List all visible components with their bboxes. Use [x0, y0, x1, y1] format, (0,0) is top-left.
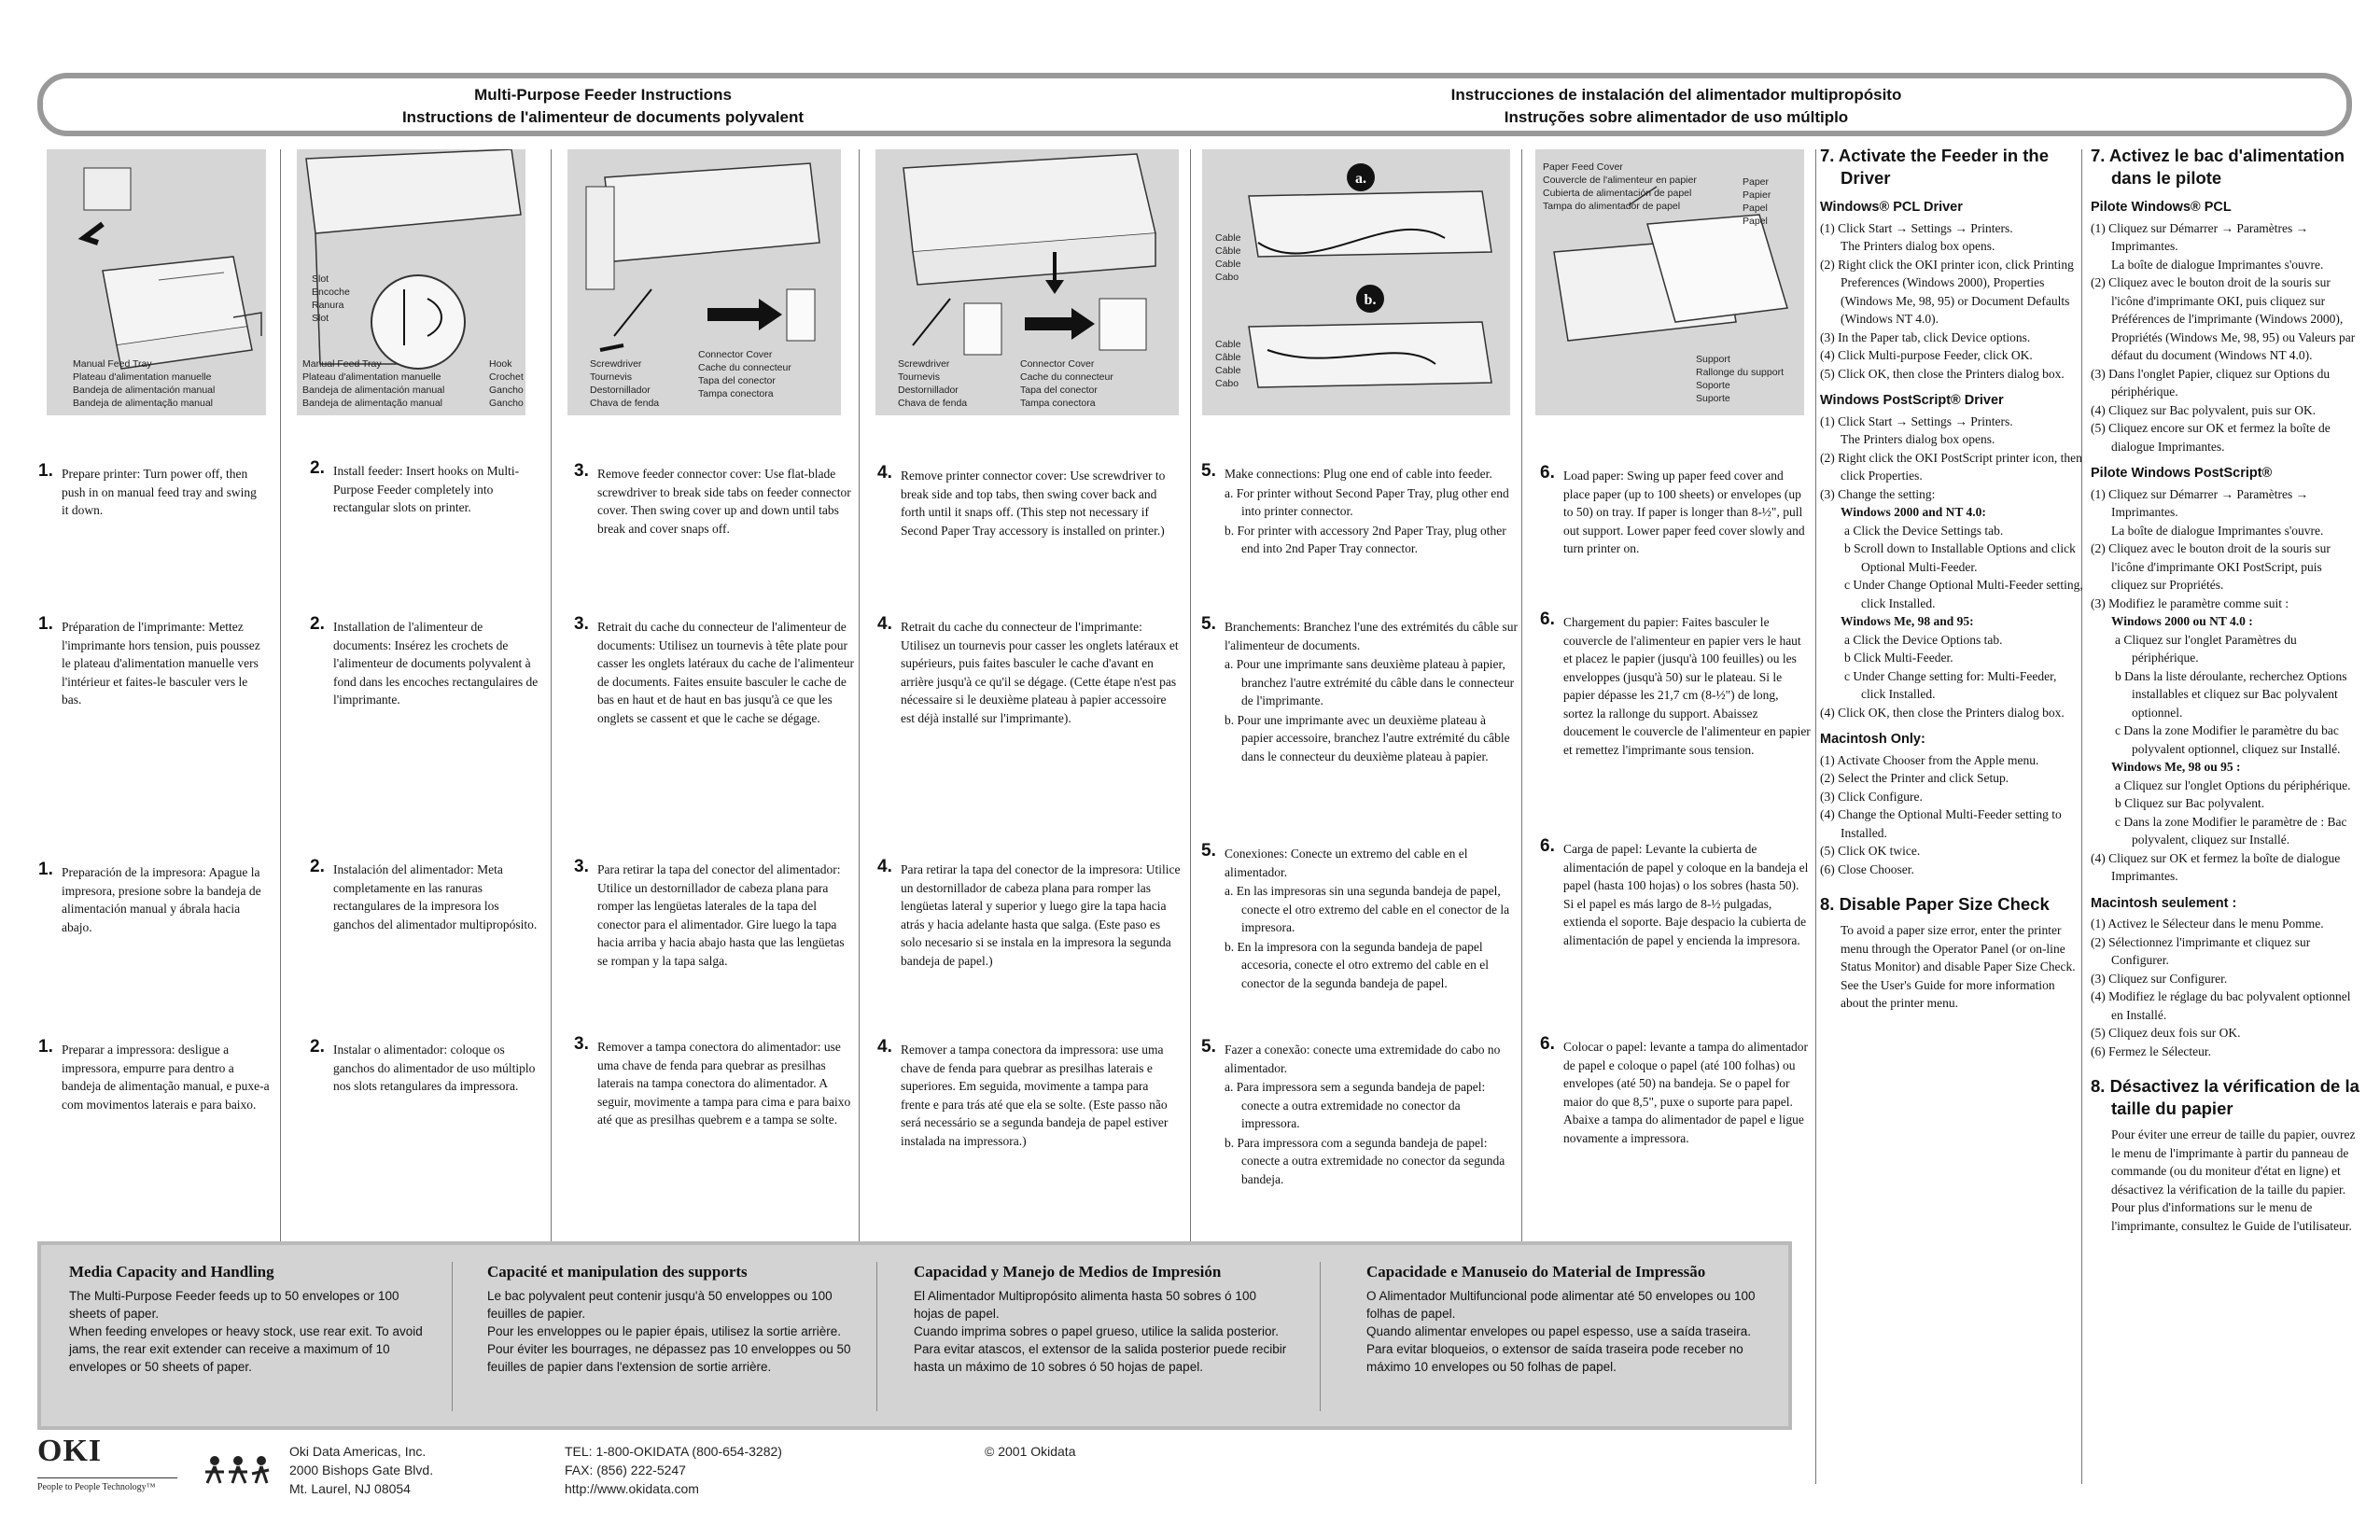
- step-6-en: 6. Load paper: Swing up paper feed cover and place paper (up to 100 sheets) or envelopes (up to 50) on tray. If paper is longer than 8-½", pull out support. Lower paper feed cover slowly and turn printer on.: [1540, 463, 1805, 555]
- heading-pilote-ps: Pilote Windows PostScript®: [2091, 466, 2273, 481]
- oki-logo: OKI: [37, 1434, 103, 1468]
- step-3-en: 3. Remove feeder connector cover: Use flat-blade screwdriver to break side tabs on feeder connector cover. Then swing cover up and down until tabs break and cover snaps off.: [574, 461, 851, 536]
- media-es: Capacidad y Manejo de Medios de Impresión El Alimentador Multipropósito alimenta hasta 50 sobres ó 100 hojas de papel. Cuando imprima sobres o papel grueso, utilice la salida posterior. Para evitar atascos, el extensor de la salida posterior puede recibir hasta un máximo de 10 sobres ó 50 hojas de papel.: [914, 1263, 1287, 1374]
- heading-macintosh: Macintosh Only:: [1820, 732, 1925, 747]
- step-5-pt: 5. Fazer a conexão: conecte uma extremidade do cabo no alimentador. a. Para impressora sem a segunda bandeja de papel: conecte a outra extremidade no conector da impressora. b. Para impressora com a segunda bandeja de papel: conecte a outra extremidade no conector da segunda bandeja.: [1201, 1037, 1505, 1186]
- label-slot: Slot Encoche Ranura Slot: [312, 273, 350, 324]
- heading-disable-paper-size: 8. Disable Paper Size Check: [1820, 894, 2050, 914]
- step-6-es: 6. Carga de papel: Levante la cubierta de alimentación de papel y coloque en la bandeja el papel (hasta 100 hojas) o los sobres (hasta 50). Si el papel es más largo de 8-½ pulgadas, extienda el soporte. Baje despacio la cubierta de alimentación de papel y encienda la impresora.: [1540, 836, 1809, 947]
- illustration-step1: [47, 149, 266, 415]
- footer: [37, 1434, 1792, 1517]
- illustration-step2: [297, 149, 525, 415]
- step-5-es: 5. Conexiones: Conecte un extremo del cable en el alimentador. a. En las impresoras sin una segunda bandeja de papel, conecte el otro extremo del cable en el conector de la impresora. b. En la impresora con la segunda bandeja de papel accesoria, conecte el otro extremo del cable en el conector de la segunda bandeja de papel.: [1201, 841, 1510, 990]
- copyright: © 2001 Okidata: [985, 1444, 1076, 1459]
- step-4-en: 4. Remove printer connector cover: Use screwdriver to break side and top tabs, then swing cover back and forth until it snaps off. (This step not necessary if Second Paper Tray accessory is installed on printer.): [877, 463, 1166, 538]
- column-divider: [859, 149, 860, 1241]
- step-3-fr: 3. Retrait du cache du connecteur de l'alimenteur de documents: Utilisez un tournevis à tête plate pour casser les onglets latéraux du cache de l'alimenteur de documents. Faites ensuite basculer le cache de bas en haut et de haut en bas jusqu'à ce que les onglets se cassent et que le cache se dégage.: [574, 614, 854, 725]
- media-capacity-box: [37, 1241, 1792, 1430]
- step-3-pt: 3. Remover a tampa conectora do alimentador: use uma chave de fenda para quebrar as presilhas laterais na tampa conectora do alimentador. A seguir, movimente a tampa para cima e para baixo até que as presilhas quebrem e a tampa se solte.: [574, 1034, 851, 1127]
- company-address: Oki Data Americas, Inc. 2000 Bishops Gate Blvd. Mt. Laurel, NJ 08054: [289, 1444, 434, 1496]
- label-cable-a: Cable Câble Cable Cabo: [1215, 232, 1241, 283]
- oki-tagline: People to People Technology™: [37, 1477, 177, 1497]
- label-hook: Hook Crochet Gancho Gancho: [489, 358, 524, 409]
- step-1-en: 1. Prepare printer: Turn power off, then push in on manual feed tray and swing it down.: [38, 461, 257, 517]
- media-divider: [876, 1262, 877, 1411]
- people-icon: [201, 1451, 275, 1498]
- step-2-pt: 2. Instalar o alimentador: coloque os ganchos do alimentador de uso múltiplo nos slots retangulares da impressora.: [310, 1037, 536, 1093]
- heading-activate-feeder: 7. Activate the Feeder in the Driver: [1820, 146, 2050, 188]
- label-cable-b: Cable Câble Cable Cabo: [1215, 339, 1241, 389]
- badge-a-label: a.: [1355, 171, 1366, 187]
- title-portuguese: Instruções sobre alimentador de uso múltiplo: [1504, 108, 1849, 126]
- label-manual-feed-tray-2: Manual Feed Tray Plateau d'alimentation manuelle Bandeja de alimentación manual Bandeja de alimentação manual: [302, 358, 445, 409]
- step-6-fr: 6. Chargement du papier: Faites basculer le couvercle de l'alimenteur en papier vers le haut et placez le papier (jusqu'à 100 feuilles) ou les enveloppes (jusqu'à 50) sur le plateau. Si le papier dépasse les 21,7 cm (8-½") de long, sortez la rallonge du support. Abaissez doucement le couvercle de l'alimenteur en papier et remettez l'imprimante sous tension.: [1540, 609, 1811, 757]
- step-5-fr: 5. Branchements: Branchez l'une des extrémités du câble sur l'alimenteur de documents. a. Pour une imprimante sans deuxième plateau à papier, branchez l'autre extrémité du câble dans le connecteur de l'imprimante. b. Pour une imprimante avec un deuxième plateau à papier accessoire, branchez l'autre extrémité du câble dans le connecteur du deuxième plateau à papier.: [1201, 614, 1518, 763]
- media-pt: Capacidade e Manuseio do Material de Impressão O Alimentador Multifuncional pode alimentar até 50 envelopes ou 100 folhas de papel. Quando alimentar envelopes ou papel espesso, use a saída traseira. Para evitar bloqueios, o extensor de saída traseira pode receber no máximo 10 envelopes ou 50 folhas de papel.: [1366, 1263, 1756, 1374]
- heading-macintosh-fr: Macintosh seulement :: [2091, 895, 2237, 911]
- label-connector-cover-2: Connector Cover Cache du connecteur Tapa del conector Tampa conectora: [1020, 358, 1113, 409]
- label-paper: Paper Papier Papel Papel: [1743, 176, 1771, 227]
- title-bar: [37, 73, 2352, 136]
- step-4-es: 4. Para retirar la tapa del conector de la impresora: Utilice un destornillador de cabeza plana para romper las lengüetas lateral y superior y luego gire la tapa hacia atrás y hacia adelante hasta que salga. (Este paso es solo necesario si se instala en la impresora la segunda bandeja de papel.): [877, 857, 1181, 968]
- heading-pcl-driver: Windows® PCL Driver: [1820, 200, 1963, 215]
- cable-illustration-5: [1202, 149, 1510, 415]
- step-6-pt: 6. Colocar o papel: levante a tampa do alimentador de papel e coloque o papel (até 100 folhas) ou envelopes (até 50) na bandeja. Se o papel for maior do que 8,5", puxe o suporte para papel. Abaixe a tampa do alimentador de papel e ligue novamente a impressora.: [1540, 1034, 1809, 1145]
- label-manual-feed-tray: Manual Feed Tray Plateau d'alimentation manuelle Bandeja de alimentación manual Bandeja de alimentação manual: [73, 358, 216, 409]
- company-contact: TEL: 1-800-OKIDATA (800-654-3282) FAX: (856) 222-5247 http://www.okidata.com: [565, 1444, 782, 1496]
- column-divider: [551, 149, 552, 1241]
- column-divider: [1190, 149, 1191, 1241]
- step-1-es: 1. Preparación de la impresora: Apague la impresora, presione sobre la bandeja de alimentación manual y ábrala hacia abajo.: [38, 860, 261, 934]
- title-english: Multi-Purpose Feeder Instructions: [474, 86, 732, 104]
- heading-activez-bac: 7. Activez le bac d'alimentation dans le pilote: [2091, 146, 2345, 188]
- label-paper-feed-cover: Paper Feed Cover Couvercle de l'alimenteur en papier Cubierta de alimentación de papel Tampa do alimentador de papel: [1543, 161, 1697, 212]
- illustration-step4: [875, 149, 1179, 415]
- step-1-fr: 1. Préparation de l'imprimante: Mettez l'imprimante hors tension, puis poussez le plateau d'alimentation manuelle vers l'intérieur et faites-le basculer vers le bas.: [38, 614, 260, 707]
- step-2-fr: 2. Installation de l'alimenteur de documents: Insérez les crochets de l'alimenteur de documents polyvalent à fond dans les encoches rectangulaires de l'imprimante.: [310, 614, 539, 707]
- illustration-step5: [1202, 149, 1510, 415]
- step-4-fr: 4. Retrait du cache du connecteur de l'imprimante: Utilisez un tournevis pour casser les onglets latéraux et supérieurs, puis faites basculer le cache d'avant en arrière jusqu'à ce qu'il se dégage. (Cette étape n'est pas nécessaire si le deuxième plateau à papier accessoire est déjà installé sur l'imprimante).: [877, 614, 1179, 725]
- label-screwdriver: Screwdriver Tournevis Destornillador Chava de fenda: [590, 358, 660, 409]
- title-french: Instructions de l'alimenteur de documents polyvalent: [401, 108, 805, 126]
- driver-instructions-en: 7. Activate the Feeder in the Driver Windows® PCL Driver (1) Click Start → Settings → Printers. The Printers dialog box opens. (2) Right click the OKI printer icon, click Printing Preferences (Windows 2000), Properties (Windows Me, 98, 95) or Document Defaults (Windows NT 4.0). (3) In the Paper tab, click Device options. (4) Click Multi-purpose Feeder, click OK. (5) Click OK, then close the Printers dialog box. Windows PostScript® Driver (1) Click Start → Settings → Printers. The Printers dialog box opens. (2) Right click the OKI PostScript printer icon, then click Properties. (3) Change the setting: Windows 2000 and NT 4.0: a Click the Device Settings tab. b Scroll down to Installable Options and click Optional Multi-Feeder. c Under Change Optional Multi-Feeder setting, click Installed. Windows Me, 98 and 95: a Click the Device Options tab. b Click Multi-Feeder. c Under Change setting for: Multi-Feeder, click Installed. (4) Click OK, then close the Printers dialog box. Macintosh Only: (1) Activate Chooser from the Apple menu. (2) Select the Printer and click Setup. (3) Click Configure. (4) Change the Optional Multi-Feeder setting to Installed. (5) Click OK twice. (6) Close Chooser. 8. Disable Paper Size Check To avoid a paper size error, enter the printer menu through the Operator Panel (or on-line Status Monitor) and disable Paper Size Check. See the User's Guide for more information about the printer menu.: [1820, 146, 2083, 1010]
- media-divider: [1320, 1262, 1321, 1411]
- media-fr: Capacité et manipulation des supports Le bac polyvalent peut contenir jusqu'à 50 enveloppes ou 100 feuilles de papier. Pour les enveloppes ou le papier épais, utilisez la sortie arrière. Pour éviter les bourrages, ne dépassez pas 10 enveloppes ou 50 feuilles de papier dans l'extension de sortie arrière.: [487, 1263, 851, 1374]
- illustration-step3: [567, 149, 841, 415]
- column-divider: [1815, 149, 1816, 1484]
- heading-ps-driver: Windows PostScript® Driver: [1820, 393, 2004, 408]
- step-5-en: 5. Make connections: Plug one end of cable into feeder. a. For printer without Second Paper Tray, plug other end into printer connector. b. For printer with accessory 2nd Paper Tray, plug other end into 2nd Paper Tray connector.: [1201, 461, 1509, 555]
- step-2-es: 2. Instalación del alimentador: Meta completamente en las ranuras rectangulares de la impresora los ganchos del alimentador multipropósito.: [310, 857, 538, 931]
- step-3-es: 3. Para retirar la tapa del conector del alimentador: Utilice un destornillador de cabeza plana para romper las lengüetas laterales de la tapa del conector para el alimentador. Gire luego la tapa hacia arriba y hacia abajo hasta que las lengüetas se rompan y la tapa salga.: [574, 857, 845, 968]
- driver-instructions-fr: 7. Activez le bac d'alimentation dans le pilote Pilote Windows® PCL (1) Cliquez sur Démarrer → Paramètres → Imprimantes. La boîte de dialogue Imprimantes s'ouvre. (2) Cliquez avec le bouton droit de la souris sur l'icône d'imprimante OKI, puis cliquez sur Préférences de l'imprimante (Windows 2000), Propriétés (Windows Me, 98, 95) ou Valeurs par défaut du document (Windows NT 4.0). (3) Dans l'onglet Papier, cliquez sur Options du périphérique. (4) Cliquez sur Bac polyvalent, puis sur OK. (5) Cliquez encore sur OK et fermez la boîte de dialogue Imprimantes. Pilote Windows PostScript® (1) Cliquez sur Démarrer → Paramètres → Imprimantes. La boîte de dialogue Imprimantes s'ouvre. (2) Cliquez avec le bouton droit de la souris sur l'icône d'imprimante OKI PostScript, puis cliquez sur Propriétés. (3) Modifiez le paramètre comme suit : Windows 2000 ou NT 4.0 : a Cliquez sur l'onglet Paramètres du périphérique. b Dans la liste déroulante, recherchez Options installables et cliquez sur Bac polyvalent optionnel. c Dans la zone Modifier le paramètre du bac polyvalent optionnel, cliquez sur Installé. Windows Me, 98 ou 95 : a Cliquez sur l'onglet Options du périphérique. b Cliquez sur Bac polyvalent. c Dans la zone Modifier le paramètre de : Bac polyvalent, cliquez sur Installé. (4) Cliquez sur OK et fermez la boîte de dialogue Imprimantes. Macintosh seulement : (1) Activez le Sélecteur dans le menu Pomme. (2) Sélectionnez l'imprimante et cliquez sur Configurer. (3) Cliquez sur Configurer. (4) Modifiez le réglage du bac polyvalent optionnel en Installé. (5) Cliquez deux fois sur OK. (6) Fermez le Sélecteur. 8. Désactivez la vérification de la taille du papier Pour éviter une erreur de taille du papier, ouvrez le menu de l'imprimante à partir du panneau de commande (ou du moniteur d'état en ligne) et désactivez la vérification de la taille du papier. Pour plus d'informations sur le menu de l'imprimante, consultez le Guide de l'utilisateur.: [2091, 145, 2361, 1235]
- illustration-step6: [1535, 149, 1804, 415]
- label-screwdriver-2: Screwdriver Tournevis Destornillador Chava de fenda: [898, 358, 968, 409]
- column-divider: [280, 149, 281, 1241]
- heading-pilote-pcl: Pilote Windows® PCL: [2091, 200, 2232, 215]
- step-2-en: 2. Install feeder: Insert hooks on Multi-Purpose Feeder completely into rectangular slots on printer.: [310, 458, 520, 514]
- label-support: Support Rallonge du support Soporte Suporte: [1696, 354, 1784, 404]
- title-spanish: Instrucciones de instalación del alimentador multipropósito: [1450, 86, 1902, 104]
- media-en: Media Capacity and Handling The Multi-Purpose Feeder feeds up to 50 envelopes or 100 sheets of paper. When feeding envelopes or heavy stock, use rear exit. To avoid jams, the rear exit extender can receive a maximum of 10 envelopes or 50 sheets of paper.: [69, 1263, 423, 1374]
- step-4-pt: 4. Remover a tampa conectora da impressora: use uma chave de fenda para quebrar as presilhas laterais e superiores. Em seguida, movimente a tampa para frente e para trás até que ela se solte. (Este passo não será necessário se a segunda bandeja de papel estiver instalada na impressora.): [877, 1037, 1169, 1148]
- column-divider: [1521, 149, 1522, 1241]
- media-divider: [452, 1262, 453, 1411]
- heading-desactivez: 8. Désactivez la vérification de la taille du papier: [2091, 1076, 2359, 1118]
- label-connector-cover: Connector Cover Cache du connecteur Tapa del conector Tampa conectora: [698, 349, 791, 399]
- step-1-pt: 1. Preparar a impressora: desligue a impressora, empurre para dentro a bandeja de alimentação manual, e puxe-a com movimentos laterais e para baixo.: [38, 1037, 270, 1112]
- badge-b-label: b.: [1364, 292, 1377, 308]
